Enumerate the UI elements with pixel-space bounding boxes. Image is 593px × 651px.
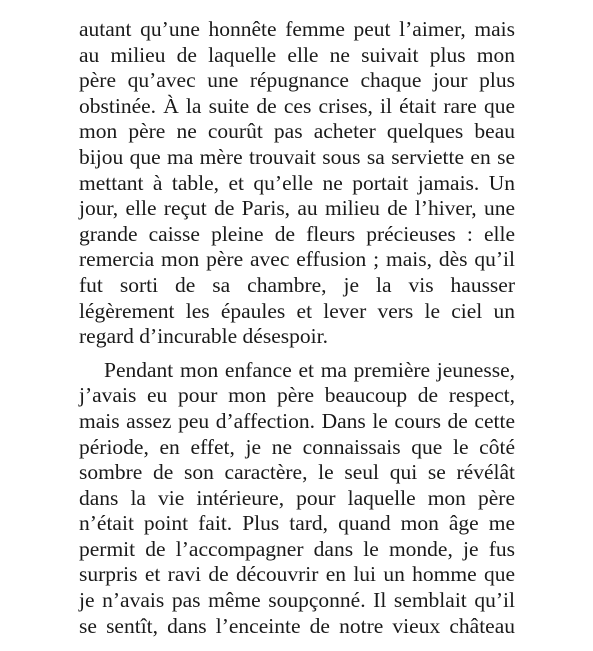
text-line: dans la vie intérieure, pour laquelle mon père xyxy=(79,485,515,510)
text-line: légèrement les épaules et lever vers le ciel un xyxy=(79,298,515,323)
text-line: mettant à table, et qu’elle ne portait jamais. Un xyxy=(79,170,515,195)
text-line: grande caisse pleine de fleurs précieuses : elle xyxy=(79,221,515,246)
text-line: obstinée. À la suite de ces crises, il était rare que xyxy=(79,93,515,118)
text-line: fut sorti de sa chambre, je la vis hausser xyxy=(79,272,515,297)
document-page xyxy=(79,17,515,639)
text-line: j’avais eu pour mon père beaucoup de respect, xyxy=(79,383,515,408)
text-line: Pendant mon enfance et ma première jeunesse, xyxy=(104,357,515,382)
text-line: permit de l’accompagner dans le monde, je fus xyxy=(79,536,515,561)
text-line: père qu’avec une répugnance chaque jour plus xyxy=(79,68,515,93)
paragraph-1 xyxy=(79,17,515,350)
text-line: sombre de son caractère, le seul qui se révélât xyxy=(79,460,515,485)
text-line: période, en effet, je ne connaissais que le côté xyxy=(79,434,515,459)
text-line: jour, elle reçut de Paris, au milieu de l’hiver, une xyxy=(79,196,515,221)
text-line: n’était point fait. Plus tard, quand mon âge me xyxy=(79,511,515,536)
text-line: remercia mon père avec effusion ; mais, dès qu’il xyxy=(79,247,515,272)
text-line: mais assez peu d’affection. Dans le cours de cette xyxy=(79,408,515,433)
paragraph-2 xyxy=(79,358,515,640)
text-line: je n’avais pas même soupçonné. Il semblait qu’il xyxy=(79,588,515,613)
paragraph-gap xyxy=(79,350,515,358)
text-line: se sentît, dans l’enceinte de notre vieux château xyxy=(79,613,515,638)
text-line: surpris et ravi de découvrir en lui un homme que xyxy=(79,562,515,587)
text-line: autant qu’une honnête femme peut l’aimer, mais xyxy=(79,17,515,41)
text-line: bijou que ma mère trouvait sous sa serviette en se xyxy=(79,144,515,169)
text-line: mon père ne courût pas acheter quelques beau xyxy=(79,119,515,144)
text-line: au milieu de laquelle elle ne suivait plus mon xyxy=(79,42,515,67)
text-line: regard d’incurable désespoir. xyxy=(79,324,328,349)
